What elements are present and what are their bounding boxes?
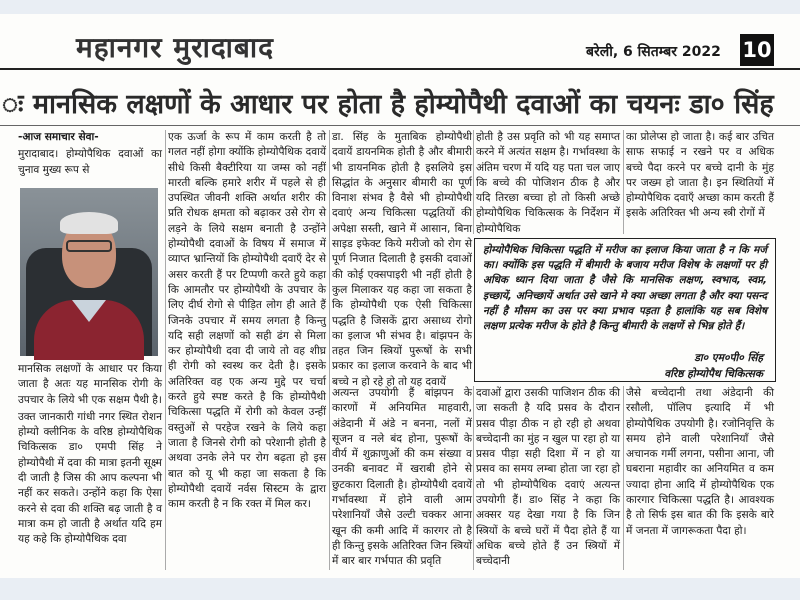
column-1-para-2: उक्त जानकारी गांधी नगर स्थित रोशन होम्यो क्लीनिक के वरिष्ठ होम्योपैथिक चिकित्सक डा० एमपी सिंह ने होम्योपैथी में दवा की मात्रा इतनी सूक्ष्म दी जाती है जिस की आप कल्पना भी नहीं कर सकते। उन्होंने कहा कि ऐसा करने से दवा की शक्ति बढ़ जाती है व मात्रा कम हो जाती है अर्थात यदि हम यह कहे कि होम्योपैथिक दवा [18, 410, 162, 546]
top-band [0, 0, 800, 14]
column-5-top-text: का प्रोलेप्स हो जाता है। कई बार उचित साफ सफाई न रखने पर व अधिक बच्चे पैदा करने पर बच्चे दानी के मुंह पर जख्म हो जाता है। इन स्थितियों में होम्योपैथिक दवाएँ अच्छा काम करती हैं इसके अतिरिक्त भी अन्य स्त्री रोगों में [626, 131, 774, 220]
column-divider [329, 130, 330, 570]
pull-quote-box [474, 238, 776, 382]
column-4-bottom [476, 386, 620, 570]
column-3-bottom [332, 386, 472, 570]
dateline: बरेली, 6 सितम्बर 2022 [586, 44, 721, 60]
headline-rule [0, 125, 800, 126]
column-5-bottom [626, 386, 774, 570]
column-divider [473, 386, 474, 570]
column-3-bottom-text: अत्यन्त उपयोगी हैं बांझपन के कारणों में अनियमित माहवारी, अंडेदानी में अंडे न बनना, नलों में सूजन व नले बंद होना, पुरूषों के वीर्य में शुक्राणुओं की कम संख्या व उनकी बनावट में खराबी होने से छुटकारा दिलाती है। होम्योपैथी दवायें गर्भावस्था में होने वाली आम परेशानियाँ जैसे उल्टी चक्कर आना खून की कमी आदि में कारगर तो है ही किन्तु इसके अतिरिक्त जिन स्त्रियों में बार बार गर्भपात की प्रवृति [332, 387, 472, 568]
column-4-bottom-text: दवाओं द्वारा उसकी पाजिशन ठीक की जा सकती है यदि प्रसव के दौरान प्रसव पीड़ा ठीक न हो रही हो अथवा बच्चेदानी का मुंह न खुल पा रहा हो या प्रसव पीड़ा सही दिशा में न हो या प्रसव का समय लम्बा होता जा रहा हो तो भी होम्योपैथिक दवाएं अत्यन्त उपयोगी हैं। डा० सिंह ने कहा कि अक्सर यह देखा गया है कि जिन स्त्रियों के बच्चे घरों में पैदा होते हैं या अधिक बच्चे होते हैं उन स्त्रियों में बच्चेदानी [476, 387, 620, 568]
byline: -आज समाचार सेवा- [18, 131, 99, 143]
pull-quote-author: डा० एम०पी० सिंह [694, 352, 763, 364]
masthead [0, 14, 800, 76]
page-number: 10 [740, 34, 774, 66]
column-4-top [476, 130, 620, 235]
column-divider [623, 386, 624, 570]
column-4-top-text: होती है उस प्रवृति को भी यह समाप्त करने में अत्यंत सक्षम है। गर्भावस्था के अंतिम चरण में यदि यह पता चल जाए कि बच्चे की पोजिशन ठीक है और यदि तिरछा बच्चा हो तो किसी अच्छे होम्योपैथिक चिकित्सक के निर्देशन में होम्योपैथिक [476, 131, 620, 235]
column-divider [473, 130, 474, 234]
column-1-bottom [18, 362, 162, 570]
bottom-band [0, 578, 800, 600]
column-2 [168, 130, 326, 570]
doctor-photo [20, 188, 158, 356]
masthead-rule [0, 68, 800, 70]
column-3-top [332, 130, 472, 388]
column-3-top-text: डा. सिंह के मुताबिक होम्योपैथी दवायें डायनमिक होती है और बीमारी भी डायनमिक होती है इसलिये इस सिद्धांत के अनुसार बीमारी का पूर्ण विनाश संभव है वैसे भी होम्योपैथी दवाएं अन्य चिकित्सा पद्धतियों की अपेक्षा सस्ती, खाने में आसान, बिना साइड इफेक्ट किये मरीजो को रोग से पूर्ण निजात दिलाती है इसकी दवाओं की कोई एक्सपाइरी भी नहीं होती है कुल मिलाकर यह कहा जा सकता है कि होम्योपैथी एक ऐसी चिकित्सा पद्धति है जिसकें द्वारा असाध्य रोगो का इलाज भी संभव है। बांझपन के तहत जिन स्त्रियों पुरूषों के सभी प्रकार का इलाज करवाने के बाद भी बच्चे न हो रहे हो तो यह दवायें [332, 131, 472, 388]
column-5-top [626, 130, 774, 234]
column-divider [623, 130, 624, 234]
column-1-intro: मुरादाबाद। होम्योपैथिक दवाओं का चुनाव मुख्य रूप से [18, 148, 162, 176]
column-1-para-1: मानसिक लक्षणों के आधार पर किया जाता है अतः यह मानसिक रोगी के उपचार के लिये भी एक सक्षम पैथी है। [18, 363, 162, 406]
headline-text: ः मानसिक लक्षणों के आधार पर होता है होम्योपैथी दवाओं का चयनः डा० सिंह [2, 89, 774, 120]
pull-quote-text: होम्योपैथिक चिकित्सा पद्धति में मरीज का इलाज किया जाता है न कि मर्ज का। क्योंकि इस पद्धति में बीमारी के बजाय मरीज विशेष के लक्षणों पर ही अधिक ध्यान दिया जाता है जैसे कि मानसिक लक्षण, स्वभाव, स्वप्न, इच्छायें, अनिच्छायें अर्थात उसे खाने मे क्या अच्छा लगता है और क्या पसन्द नहीं है मौसम का उस पर क्या प्रभाव पड़ता है हालांकि यह सब विशेष लक्षण प्रत्येक मरीज के होते है किन्तु बीमारी के लक्षणें से भिन्न होते हैं। [483, 244, 767, 333]
headline [0, 80, 800, 124]
pull-quote-author-title: वरिष्ठ होम्योपैथ चिकित्सक [664, 368, 763, 380]
column-5-bottom-text: जैसे बच्चेदानी तथा अंडेदानी की रसौली, पॉलिप इत्यादि में भी होम्योपैथिक उपयोगी है। रजोनिवृत्ति के समय होने वाली परेशानियाँ जैसे अचानक गर्मी लगना, पसीना आना, जी घबराना महावीर का अनियमित व कम ज्यादा होना आदि में होम्योपैथिक एक कारगार चिकित्सा पद्धति है। आवश्यक है तो सिर्फ इस बात की कि इसके बारे में जनता में जागरूकता पैदा हो। [626, 387, 774, 537]
section-title: महानगर मुरादाबाद [76, 31, 275, 64]
column-divider [165, 130, 166, 570]
column-2-text: एक ऊर्जा के रूप में काम करती है तो गलत नहीं होगा क्योंकि होम्योपैथिक दवायें सीधे किसी बैक्टीरिया या जम्स को नहीं मारती बल्कि हमारे शरीर में पहले से ही उपस्थित जीवनी शक्ति अर्थात शरीर की प्रति रोधक क्षमता को बढ़ाकर उसे रोग से लड़ने के लिये सक्षम बनाती है उन्होंने होम्योपैथी दवाओं के विषय में समाज में व्याप्त भ्रान्तियों कि होम्योपैथी दवाएँ देर से असर करती हैं पर टिप्पणी करते हुये कहा कि आमतौर पर होम्योपैथी के उपचार के लिए दीर्घ रोगो से पीड़ित लोग ही आते हैं जिनके उपचार में समय लगता है किन्तु यदि सही लक्षणों को सही ढंग से मिला कर होम्योपैथी दवा दी जाये तो वह शीघ्र ही रोगी को स्वस्थ कर देती है। इसके अतिरिक्त वह एक अन्य मुद्दे पर चर्चा करते हुये स्पष्ट करते है कि होम्योपैथी चिकित्सा पद्धति में रोगी को केवल उन्हीं वस्तुओं से परहेज रखने के लिये कहा जाता है जिनसे रोगी को परेशानी होती है अथवा उनके लेने पर रोग बढ़ता हो इस बात को यू भी कहा जा सकता है कि होम्योपैथी दवायें नर्वस सिस्टम के द्वारा काम करती है न कि रक्त में मिल कर। [168, 131, 326, 511]
